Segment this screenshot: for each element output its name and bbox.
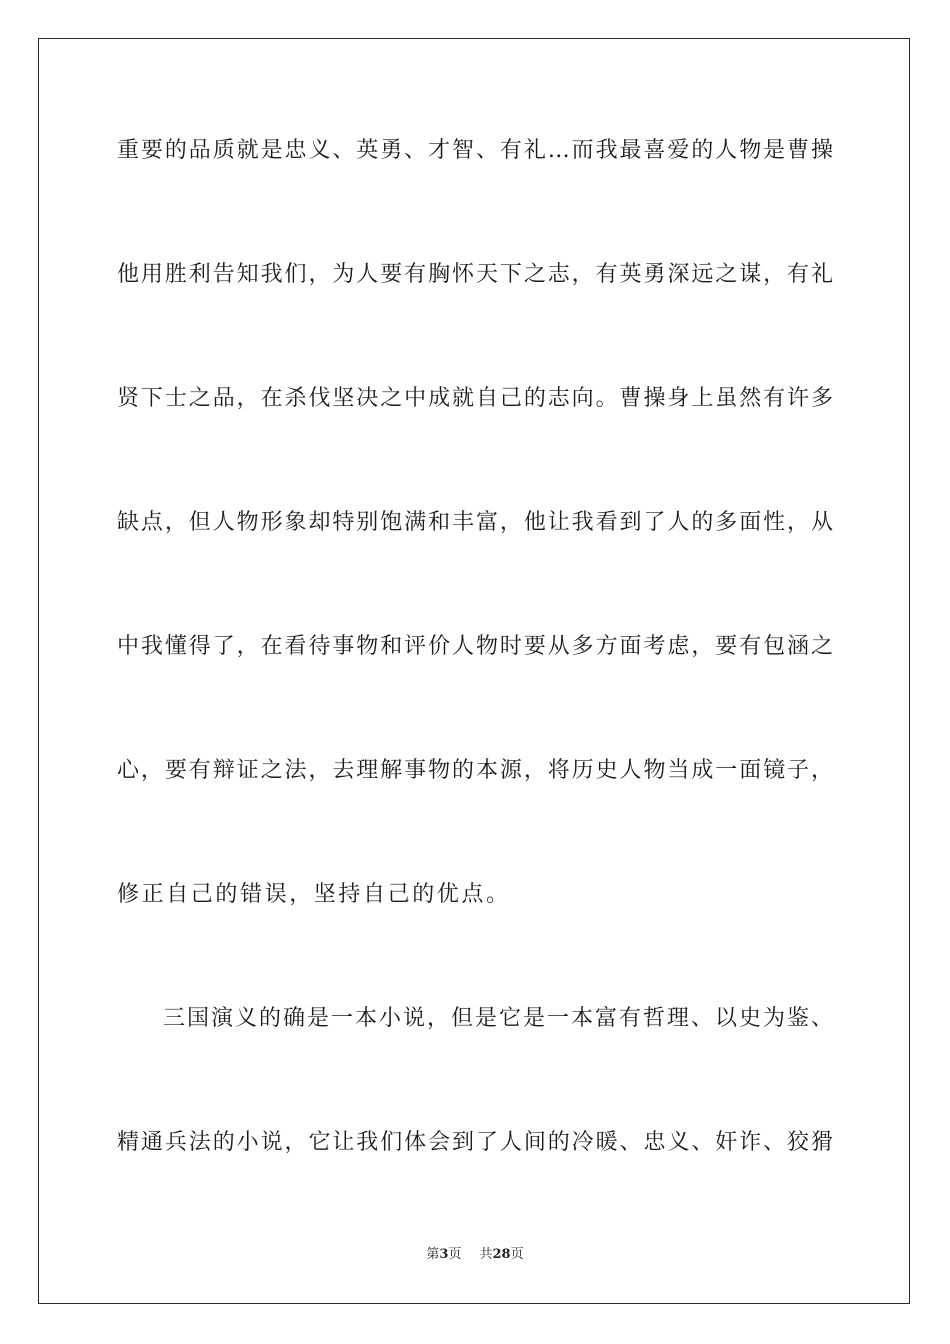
text-line-5: 中我懂得了，在看待事物和评价人物时要从多方面考虑，要有包涵之 (117, 634, 833, 659)
text-line-8-paragraph-start: 三国演义的确是一本小说，但是它是一本富有哲理、以史为鉴、 (163, 1006, 833, 1031)
text-line-7: 修正自己的错误，坚持自己的优点。 (117, 882, 511, 907)
text-line-3: 贤下士之品，在杀伐坚决之中成就自己的志向。曹操身上虽然有许多 (117, 386, 833, 411)
text-line-2: 他用胜利告知我们，为人要有胸怀天下之志，有英勇深远之谋，有礼 (117, 262, 833, 287)
text-line-4: 缺点，但人物形象却特别饱满和丰富，他让我看到了人的多面性，从 (117, 510, 833, 535)
text-line-6: 心，要有辩证之法，去理解事物的本源，将历史人物当成一面镜子， (117, 758, 833, 783)
page-suffix: 页 (448, 1247, 462, 1262)
page-footer (0, 1246, 950, 1264)
page-prefix: 第 (426, 1247, 440, 1262)
text-line-1: 重要的品质就是忠义、英勇、才智、有礼…而我最喜爱的人物是曹操 (117, 138, 833, 163)
page-number: 3 (439, 1247, 449, 1262)
total-prefix: 共 (479, 1247, 493, 1262)
page-border (38, 38, 910, 1304)
total-pages: 28 (492, 1247, 511, 1262)
text-line-9: 精通兵法的小说，它让我们体会到了人间的冷暖、忠义、奸诈、狡猾 (117, 1130, 833, 1155)
total-suffix: 页 (510, 1247, 524, 1262)
